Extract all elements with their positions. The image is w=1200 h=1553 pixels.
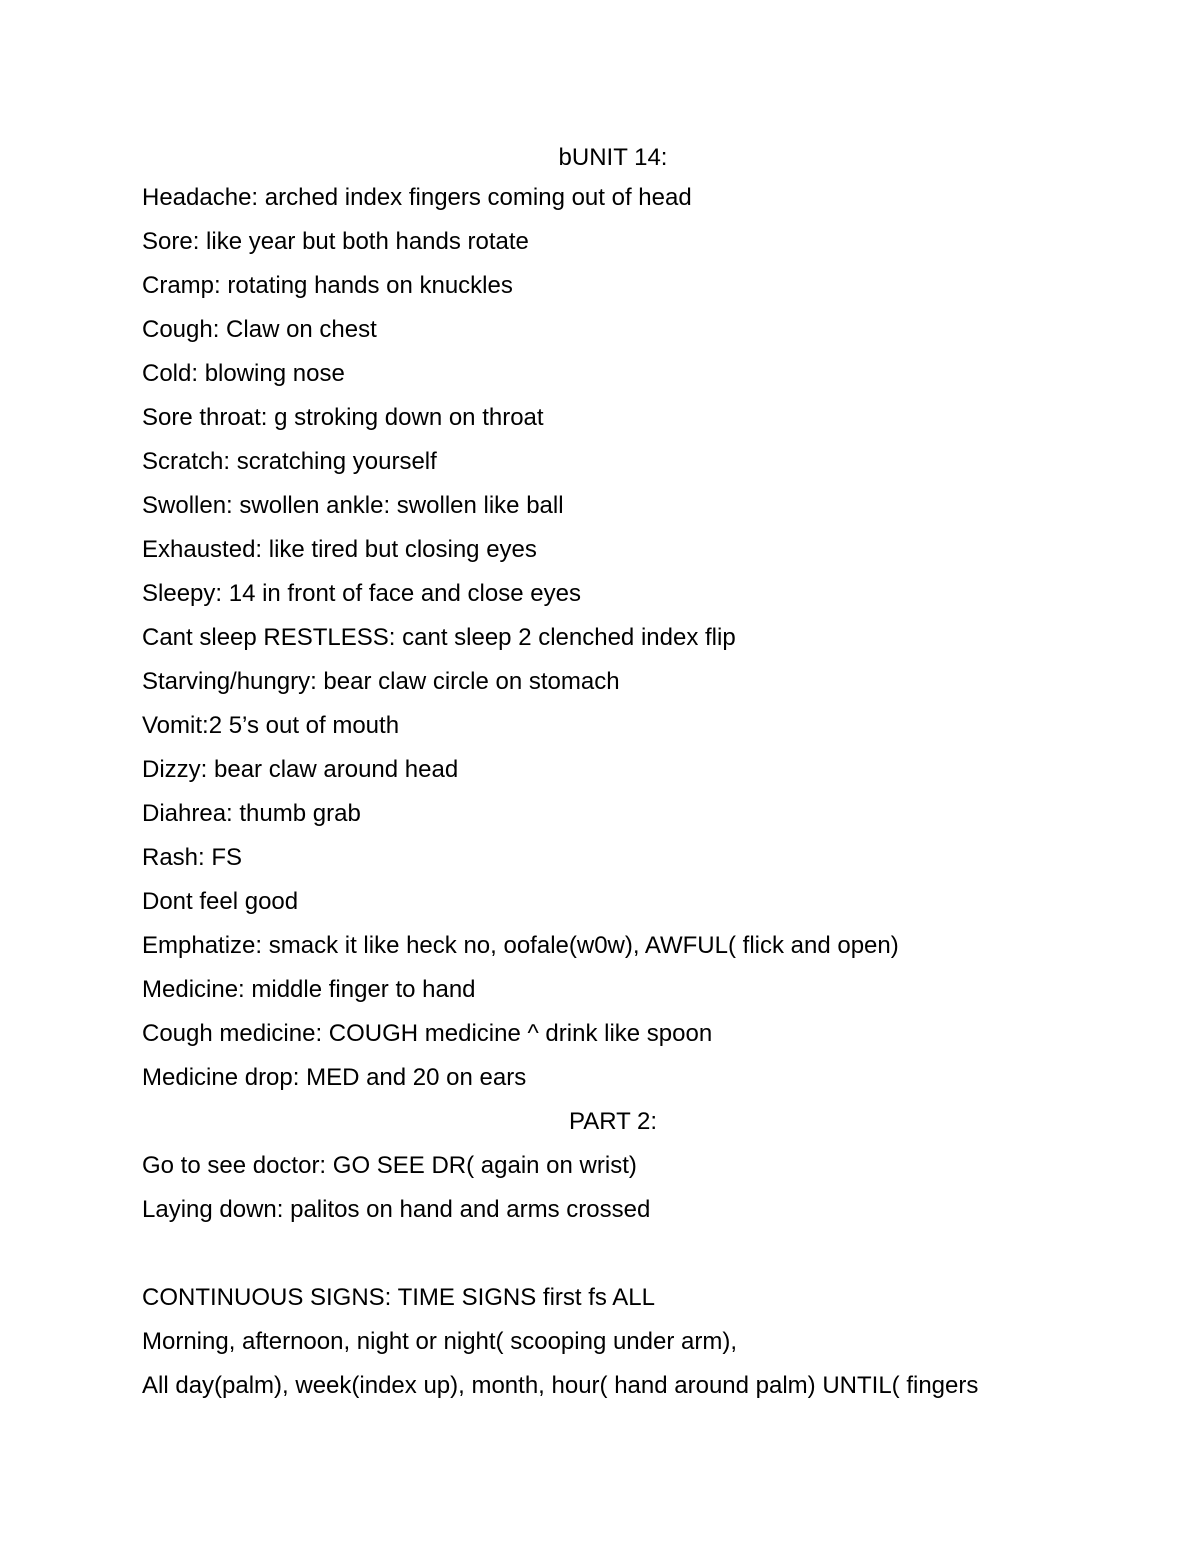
note-line: Diahrea: thumb grab (142, 800, 361, 827)
note-line: Medicine: middle finger to hand (142, 976, 476, 1003)
note-line: Sleepy: 14 in front of face and close eyes (142, 580, 581, 607)
document-body (142, 140, 1102, 1408)
document-title: bUNIT 14: (558, 144, 668, 171)
note-line: Cant sleep RESTLESS: cant sleep 2 clenched index flip (142, 624, 736, 651)
note-line: Laying down: palitos on hand and arms crossed (142, 1196, 651, 1223)
note-line: Scratch: scratching yourself (142, 448, 437, 475)
note-line: Cramp: rotating hands on knuckles (142, 272, 513, 299)
note-line: Sore: like year but both hands rotate (142, 228, 529, 255)
note-line: Cough: Claw on chest (142, 316, 377, 343)
note-line: Dont feel good (142, 888, 299, 915)
note-line: Morning, afternoon, night or night( scooping under arm), (142, 1328, 737, 1355)
note-line: Vomit:2 5’s out of mouth (142, 712, 400, 739)
note-line: Exhausted: like tired but closing eyes (142, 536, 537, 563)
note-line: Cold: blowing nose (142, 360, 345, 387)
note-line: Sore throat: g stroking down on throat (142, 404, 544, 431)
note-line: Go to see doctor: GO SEE DR( again on wrist) (142, 1152, 637, 1179)
note-line: Medicine drop: MED and 20 on ears (142, 1064, 527, 1091)
note-line: Dizzy: bear claw around head (142, 756, 459, 783)
note-line: Swollen: swollen ankle: swollen like ball (142, 492, 564, 519)
note-line: Cough medicine: COUGH medicine ^ drink like spoon (142, 1020, 713, 1047)
note-line: Headache: arched index fingers coming out of head (142, 184, 692, 211)
continuous-signs-heading: CONTINUOUS SIGNS: TIME SIGNS first fs ALL (142, 1284, 655, 1311)
part2-heading: PART 2: (568, 1108, 658, 1135)
blank-line (142, 1232, 1102, 1276)
note-line: All day(palm), week(index up), month, hour( hand around palm) UNTIL( fingers (142, 1372, 979, 1399)
note-line: Starving/hungry: bear claw circle on stomach (142, 668, 620, 695)
note-line: Rash: FS (142, 844, 243, 871)
note-line: Emphatize: smack it like heck no, oofale(w0w), AWFUL( flick and open) (142, 932, 899, 959)
